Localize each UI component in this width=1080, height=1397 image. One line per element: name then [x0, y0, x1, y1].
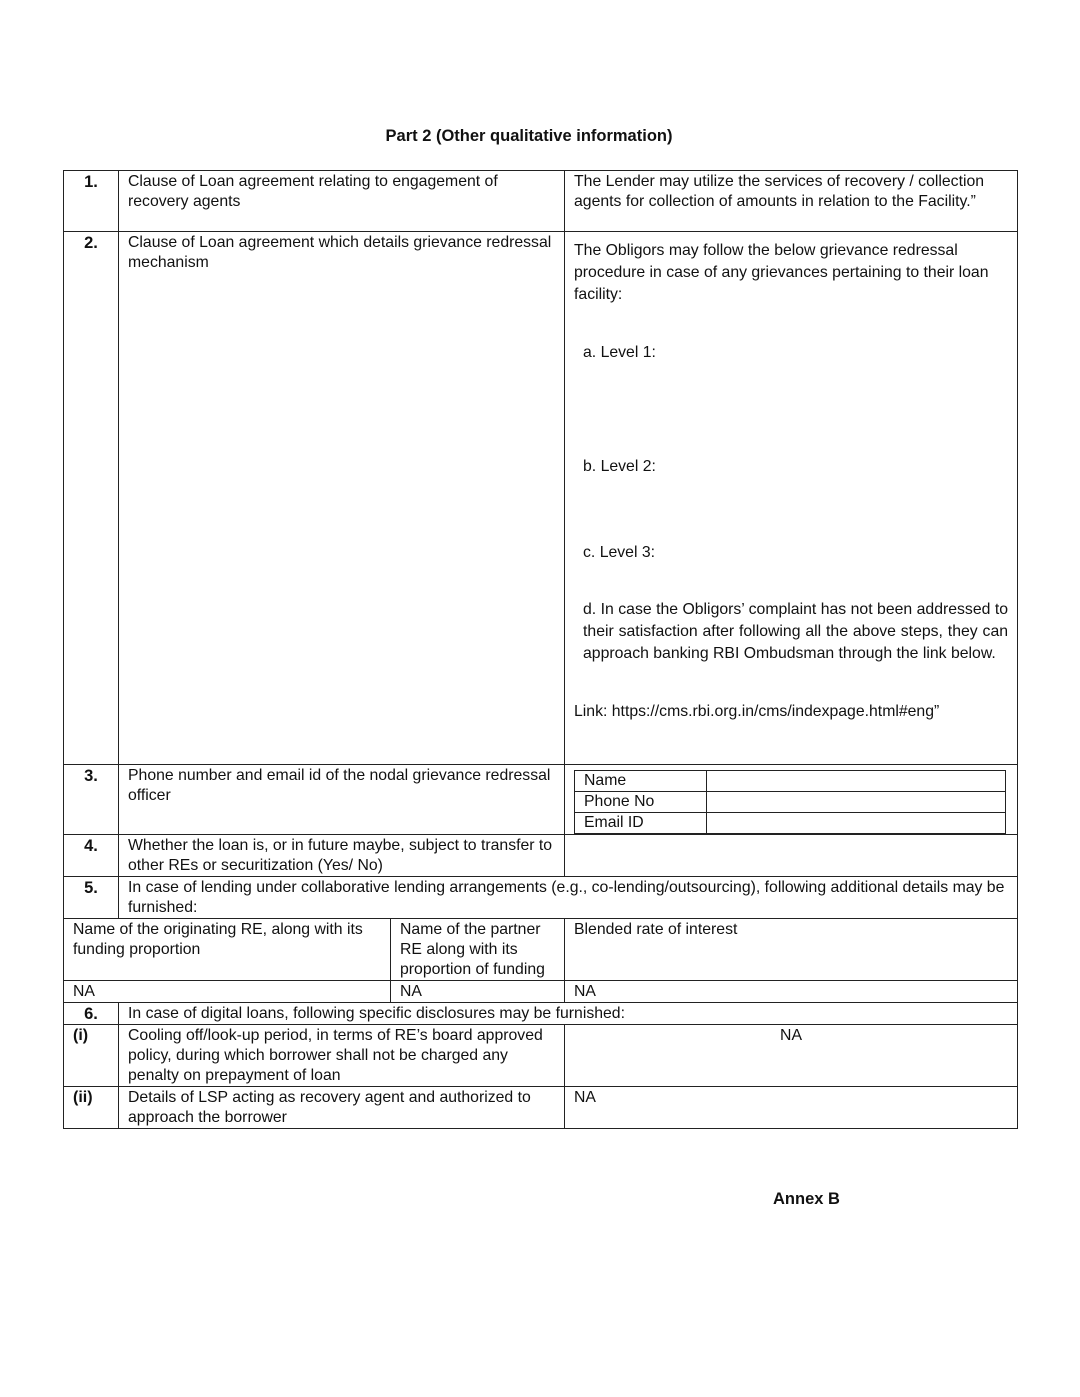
table-row [575, 771, 1006, 792]
table-row [64, 1087, 1018, 1129]
colending-header: Blended rate of interest [565, 919, 1018, 981]
digital-loans-text: In case of digital loans, following specific disclosures may be furnished: [119, 1003, 1018, 1025]
table-row [64, 919, 1018, 981]
row-number: 3. [64, 765, 119, 835]
colending-value: NA [391, 981, 565, 1003]
table-row [64, 1003, 1018, 1025]
colending-value: NA [565, 981, 1018, 1003]
table-row [64, 981, 1018, 1003]
grievance-procedure [565, 232, 1018, 765]
officer-name-label: Name [575, 771, 707, 792]
table-row [64, 171, 1018, 232]
level-d: d. In case the Obligors’ complaint has not been addressed to their satisfaction after following all the above steps, they can approach banking RBI Ombudsman through the link below. [583, 601, 1009, 662]
clause-text: Clause of Loan agreement which details grievance redressal mechanism [119, 232, 565, 765]
page-title: Part 2 (Other qualitative information) [385, 127, 673, 145]
officer-phone-label: Phone No [575, 792, 707, 813]
row-number: 6. [64, 1003, 119, 1025]
annex-label: Annex B [773, 1190, 840, 1208]
clause-text: Details of LSP acting as recovery agent and authorized to approach the borrower [119, 1087, 565, 1129]
colending-value: NA [64, 981, 391, 1003]
qualitative-info-table [63, 170, 1018, 1129]
colending-text: In case of lending under collaborative lending arrangements (e.g., co-lending/outsourcing), following additional details may be furnished: [119, 877, 1018, 919]
table-row [64, 835, 1018, 877]
level-1: a. Level 1: [583, 344, 656, 361]
table-row [64, 232, 1018, 765]
procedure-intro: The Obligors may follow the below grievance redressal procedure in case of any grievances pertaining to their loan facility: [574, 242, 989, 303]
ombudsman-link: Link: https://cms.rbi.org.in/cms/indexpage.html#eng” [574, 703, 940, 720]
clause-text: Clause of Loan agreement relating to engagement of recovery agents [119, 171, 565, 232]
table-row [64, 765, 1018, 835]
clause-value [565, 835, 1018, 877]
level-3: c. Level 3: [583, 544, 656, 561]
table-row [575, 813, 1006, 834]
colending-header: Name of the partner RE along with its proportion of funding [391, 919, 565, 981]
colending-header: Name of the originating RE, along with its funding proportion [64, 919, 391, 981]
officer-name-value [706, 771, 1005, 792]
row-number: 2. [64, 232, 119, 765]
clause-value: The Lender may utilize the services of recovery / collection agents for collection of amounts in relation to the Facility.” [565, 171, 1018, 232]
clause-value: NA [565, 1087, 1018, 1129]
officer-details-table [574, 770, 1006, 834]
row-number: 1. [64, 171, 119, 232]
officer-phone-value [706, 792, 1005, 813]
clause-text: Cooling off/look-up period, in terms of RE’s board approved policy, during which borrower shall not be charged any penalty on prepayment of loan [119, 1025, 565, 1087]
row-number: 4. [64, 835, 119, 877]
clause-text: Phone number and email id of the nodal grievance redressal officer [119, 765, 565, 835]
officer-email-value [706, 813, 1005, 834]
table-row [64, 877, 1018, 919]
officer-details [565, 765, 1018, 835]
table-row [575, 792, 1006, 813]
table-row [64, 1025, 1018, 1087]
row-number: (i) [64, 1025, 119, 1087]
level-2: b. Level 2: [583, 458, 656, 475]
row-number: 5. [64, 877, 119, 919]
row-number: (ii) [64, 1087, 119, 1129]
clause-text: Whether the loan is, or in future maybe, subject to transfer to other REs or securitization (Yes/ No) [119, 835, 565, 877]
officer-email-label: Email ID [575, 813, 707, 834]
clause-value: NA [565, 1025, 1018, 1087]
